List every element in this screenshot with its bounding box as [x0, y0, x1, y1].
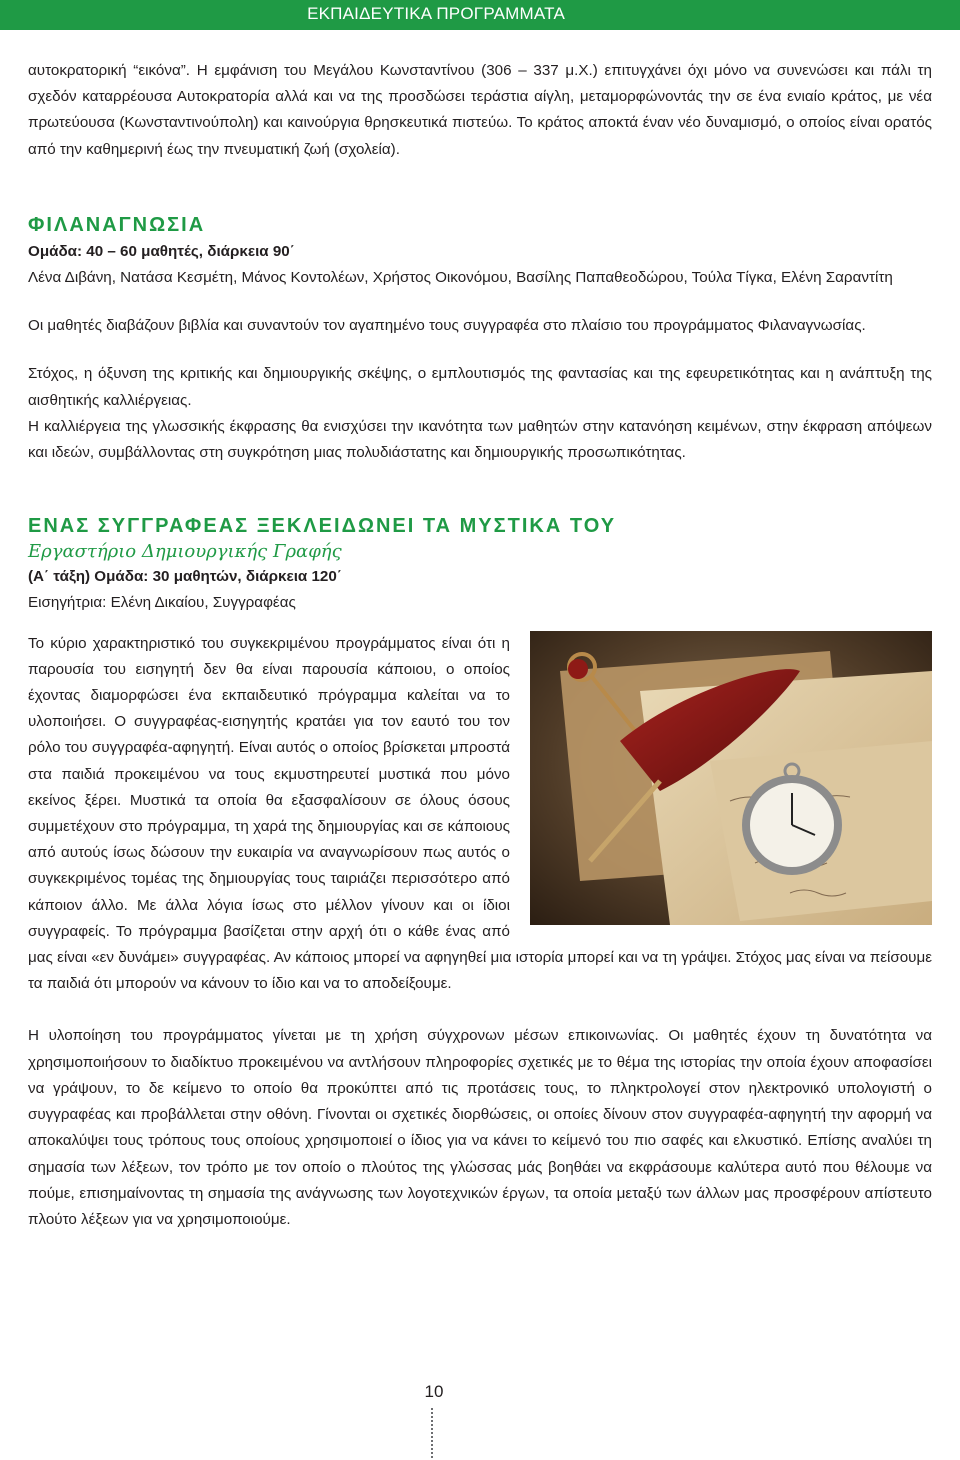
header-band [0, 0, 960, 30]
writer-speaker: Εισηγήτρια: Ελένη Δικαίου, Συγγραφέας [28, 594, 296, 612]
photo-illustration [530, 631, 932, 925]
philanagnosia-meta: Ομάδα: 40 – 60 μαθητές, διάρκεια 90΄ [28, 242, 295, 260]
vintage-still-life-photo [530, 631, 932, 925]
writer-heading: ΕΝΑΣ ΣΥΓΓΡΑΦΕΑΣ ΞΕΚΛΕΙΔΩΝΕΙ ΤΑ ΜΥΣΤΙΚΑ ΤΟΥ [28, 515, 617, 538]
philanagnosia-authors: Λένα Διβάνη, Νατάσα Κεσμέτη, Μάνος Κοντολέων, Χρήστος Οικονόμου, Βασίλης Παπαθεοδώρου, Τούλα Τίγκα, Ελένη Σαραντίτη [28, 269, 893, 287]
philanagnosia-heading: ΦΙΛΑΝΑΓΝΩΣΙΑ [28, 213, 206, 236]
writer-paragraph-2: Η υλοποίηση του προγράμματος γίνεται με τη χρήση σύγχρονων μέσων επικοινωνίας. Οι μαθητές έχουν τη δυνατότητα να χρησιμοποιήσουν το διαδίκτυο προκειμένου να αντλήσουν πληροφορίες σχετικές με το θέμα της ιστορίας την οποία έχουν αποφασίσει να γράψουν, το δε κείμενο το οποίο θα προκύπτει από τις προτάσεις τους, το πληκτρολογεί στον ηλεκτρονικό υπολογιστή ο συγγραφέας και προβάλλεται στην οθόνη. Γίνονται οι σχετικές διορθώσεις, οι οποίες δίνουν στον συγγραφέα-αφηγητή την αφορμή να αποκαλύψει τους τρόπους τους οποίους χρησιμοποιεί ο ίδιος για να κάνει το κείμενό του πιο σαφές και ελκυστικό. Επίσης αναλύει τη σημασία των λέξεων, τον τρόπο με τον οποίο ο πλούτος της γλώσσας μάς βοηθάει να εκφράσουμε καλύτερα αυτό που θέλουμε να πούμε, επισημαίνοντας τη σημασία της ανάγνωσης των λογοτεχνικών έργων, τα οποία μεταξύ των άλλων μας προσφέρουν απίστευτο πλούτο λέξεων για να χρησιμοποιούμε. [28, 1027, 932, 1228]
philanagnosia-paragraph-3: Η καλλιέργεια της γλωσσικής έκφρασης θα ενισχύσει την ικανότητα των μαθητών στην κατανόηση κειμένων, στην έκφραση απόψεων και ιδεών, συμβάλλοντας στη συγκρότηση μιας πολυδιάστατης και δημιουργικής προσωπικότητας. [28, 417, 932, 462]
intro-text-2: Το κράτος αποκτά έναν νέο δυναμισμό, ο οποίος είναι ορατός από την καθημερινή έως την πνευματική ζωή (σχολεία). [28, 114, 932, 158]
intro-paragraph [28, 58, 932, 163]
intro-text-1: αυτοκρατορική “εικόνα”. Η εμφάνιση του Μεγάλου Κωνσταντίνου (306 – 337 μ.Χ.) επιτυγχάνει όχι μόνο να συνενώσει και πάλι τη σχεδόν καταρρέουσα Αυτοκρατορία αλλά και να της προσδώσει τεράστια αίγλη, μεταμορφώνοντάς την σε ένα ενιαίο κράτος, με νέα πρωτεύουσα (Κωνσταντινούπολη) και καινούργια θρησκευτικά πιστεύω. [28, 62, 932, 132]
page-number-dotted-rule [431, 1408, 437, 1458]
writer-paragraph-1: Το κύριο χαρακτηριστικό του συγκεκριμένου προγράμματος είναι ότι η παρουσία του εισηγητή δεν θα είναι παρουσία κάποιου, ο οποίος έχοντας διαμορφώσει ένα εκπαιδευτικό πρόγραμμα καλείται να το υλοποιήσει. Ο συγγραφέας-εισηγητής κρατάει για τον εαυτό του τον ρόλο του συγγραφέα-αφηγητή. Είναι αυτός ο οποίος βρίσκεται μπροστά στα παιδιά προκειμένου να τους εκμυστηρευτεί μυστικά που μόνο εκείνος ξέρει. Μυστικά τα οποία θα εξασφαλίσουν σε όλους όσους συμμετέχουν στο πρόγραμμα, τη χαρά της δημιουργίας και σε κάποιους από αυτούς ίσως δώσουν την ευκαιρία να αναγνωρίσουν πως αυτός ο συγκεκριμένος τομέας της δημιουργίας τους ταιριάζει περισσότερο από κάποιον άλλο. Με άλλα λόγια ίσως στο μέλλον γίνουν και οι ίδιοι συγγραφείς. Το πρόγραμμα βασίζεται στην αρχή ότι ο κάθε ένας από μας είναι «εν δυνάμει» συγγραφέας. Αν κάποιος μπορεί να αφηγηθεί μια ιστορία μπορεί και να τη γράψει. Στόχος μας είναι να πείσουμε τα παιδιά ότι μπορούν να κάνουν το ίδιο και να το αποδείξουμε. [28, 634, 932, 993]
header-title: ΕΚΠΑΙΔΕΥΤΙΚΑ ΠΡΟΓΡΑΜΜΑΤΑ [307, 4, 565, 23]
page-number: 10 [424, 1382, 444, 1401]
philanagnosia-paragraph-1: Οι μαθητές διαβάζουν βιβλία και συναντούν τον αγαπημένο τους συγγραφέα στο πλαίσιο του προγράμματος Φιλαναγνωσίας. [28, 317, 866, 335]
philanagnosia-paragraph-2: Στόχος, η όξυνση της κριτικής και δημιουργικής σκέψης, ο εμπλουτισμός της φαντασίας και της εφευρετικότητας και η ανάπτυξη της αισθητικής καλλιέργειας. [28, 365, 932, 409]
section-philanagnosia [28, 211, 932, 466]
writer-body-1 [28, 631, 932, 998]
section-writer [28, 512, 932, 1233]
page-content [28, 58, 932, 1233]
writer-subheading: Εργαστήριο Δημιουργικής Γραφής [28, 541, 342, 563]
writer-meta: (Α΄ τάξη) Ομάδα: 30 μαθητών, διάρκεια 120΄ [28, 568, 342, 586]
wax-seal-icon [568, 659, 588, 679]
